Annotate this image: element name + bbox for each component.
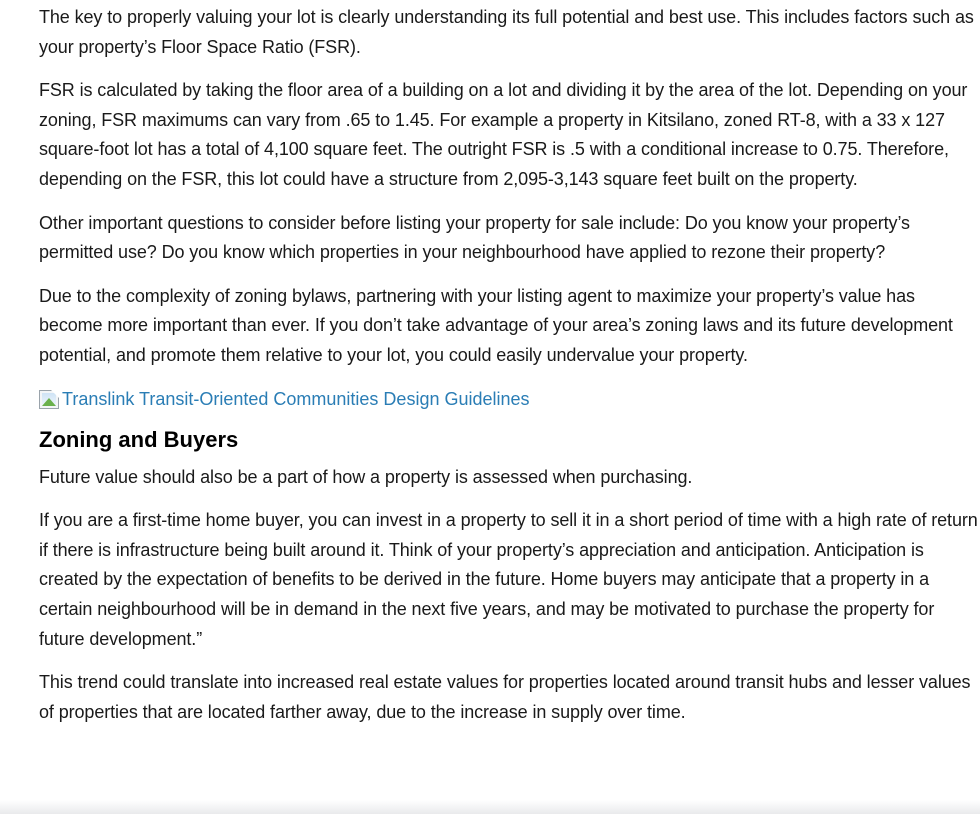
paragraph-questions: Other important questions to consider before listing your property for sale include: Do you know your property’s permitted use? Do you know which properties in your neighbourhood have applied to rezone their property?	[39, 212, 910, 263]
section-heading-zoning-buyers: Zoning and Buyers	[39, 426, 239, 452]
paragraph-lot-value: The key to properly valuing your lot is clearly understanding its full potential and best use. This includes factors such as your property’s Floor Space Ratio (FSR).	[39, 7, 974, 57]
paragraph-future-value: Future value should also be a part of how a property is assessed when purchasing.	[39, 466, 693, 487]
bottom-fade	[0, 800, 980, 814]
paragraph-transit-trend: This trend could translate into increased real estate values for properties located around transit hubs and lesser values of properties that are located farther away, due to the increase in supply over time.	[39, 672, 971, 722]
article-body	[39, 3, 980, 741]
paragraph-fsr-calculation: FSR is calculated by taking the floor area of a building on a lot and dividing it by the area of the lot. Depending on your zoning, FSR maximums can vary from .65 to 1.45. For example a property in Kitsilano, zoned RT-8, with a 33 x 127 square-foot lot has a total of 4,100 square feet. The outright FSR is .5 with a conditional increase to 0.75. Therefore, depending on the FSR, this lot could have a structure from 2,095-3,143 square feet built on the property.	[39, 80, 968, 189]
broken-image-icon	[39, 390, 59, 409]
paragraph-first-time-buyer: If you are a first-time home buyer, you can invest in a property to sell it in a short period of time with a high rate of return if there is infrastructure being built around it. Think of your property’s appreciation and anticipation. Anticipation is created by the expectation of benefits to be derived in the future. Home buyers may anticipate that a property in a certain neighbourhood will be in demand in the next five years, and may be motivated to purchase the property for future development.”	[39, 510, 978, 649]
paragraph-zoning-complexity: Due to the complexity of zoning bylaws, partnering with your listing agent to maximize your property’s value has become more important than ever. If you don’t take advantage of your area’s zoning laws and its future development potential, and promote them relative to your lot, you could easily undervalue your property.	[39, 285, 953, 365]
image-alt-text: Translink Transit-Oriented Communities Design Guidelines	[62, 389, 530, 410]
translink-guidelines-image-link[interactable]	[39, 385, 980, 415]
